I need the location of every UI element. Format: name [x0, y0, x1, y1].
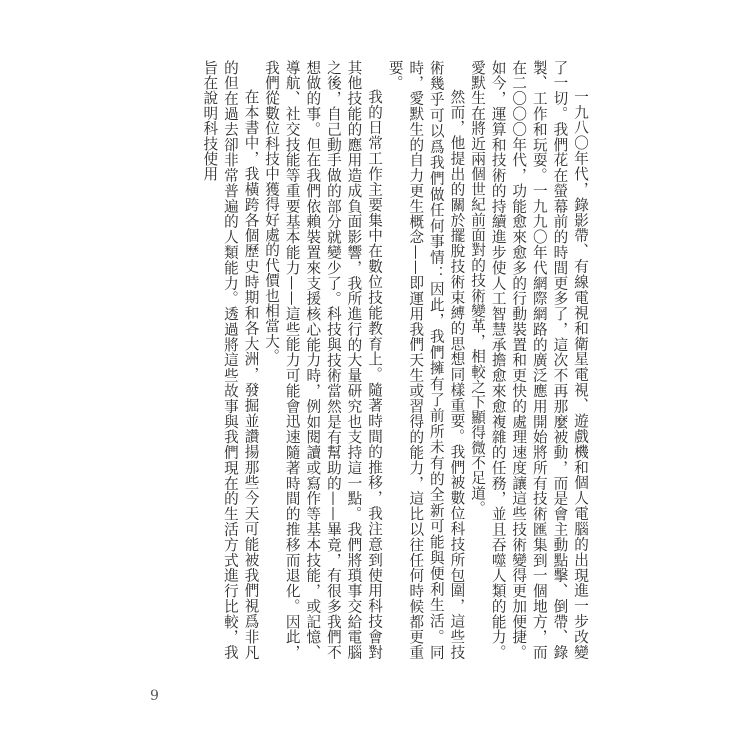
paragraph-3: 我的日常工作主要集中在數位技能教育上。隨著時間的推移，我注意到使用科技會對其他技能的應用造成負面影響，我所進行的大量研究也支持這一點。我們將瑣事交給電腦之後，自己動手做的部分就變少了。科技與技術當然是有幫助的——畢竟，有很多我們不想做的事。但在我們依賴裝置來支援核心能力時，例如閱讀或寫作等基本技能，或記憶、導航、社交技能等重要基本能力——這些能力可能會迅速隨著時間的推移而退化。因此，我們從數位科技中獲得好處的代價也相當大。 — [263, 60, 384, 660]
paragraph-1: 一九八〇年代，錄影帶、有線電視和衛星電視、遊戲機和個人電腦的出現進一步改變了一切。我們花在螢幕前的時間更多了，這次不再那麼被動，而是會主動點擊、倒帶、錄製、工作和玩耍。一九九〇年代網際網路的廣泛應用開始將所有技術匯集到一個地方，而在二〇〇〇年代，功能愈來愈多的行動裝置和更快的處理速度讓這些技術變得更加便捷。如今，運算和技術的持續進步使人工智慧承擔愈來愈複雜的任務，並且吞噬人類的能力。愛默生在將近兩個世紀前面對的技術變革，相較之下顯得微不足道。 — [469, 60, 589, 660]
vertical-text-body — [199, 60, 590, 660]
paragraph-2: 然而，他提出的關於擺脫技術束縛的思想同樣重要。我們被數位科技所包圍，這些技術幾乎可以爲我們做任何事情：因此，我們擁有了前所未有的全新可能與便利生活。同時，愛默生的自力更生概念——即運用我們天生或習得的能力，這比以往任何時候都更重要。 — [386, 60, 466, 660]
page-number: 9 — [150, 688, 159, 704]
paragraph-4: 在本書中，我橫跨各個歷史時期和各大洲，發掘並讚揚那些今天可能被我們視爲非凡的但在過去卻非常普遍的人類能力。透過將這些故事與我們現在的生活方式進行比較，我旨在說明科技使用 — [201, 60, 260, 660]
